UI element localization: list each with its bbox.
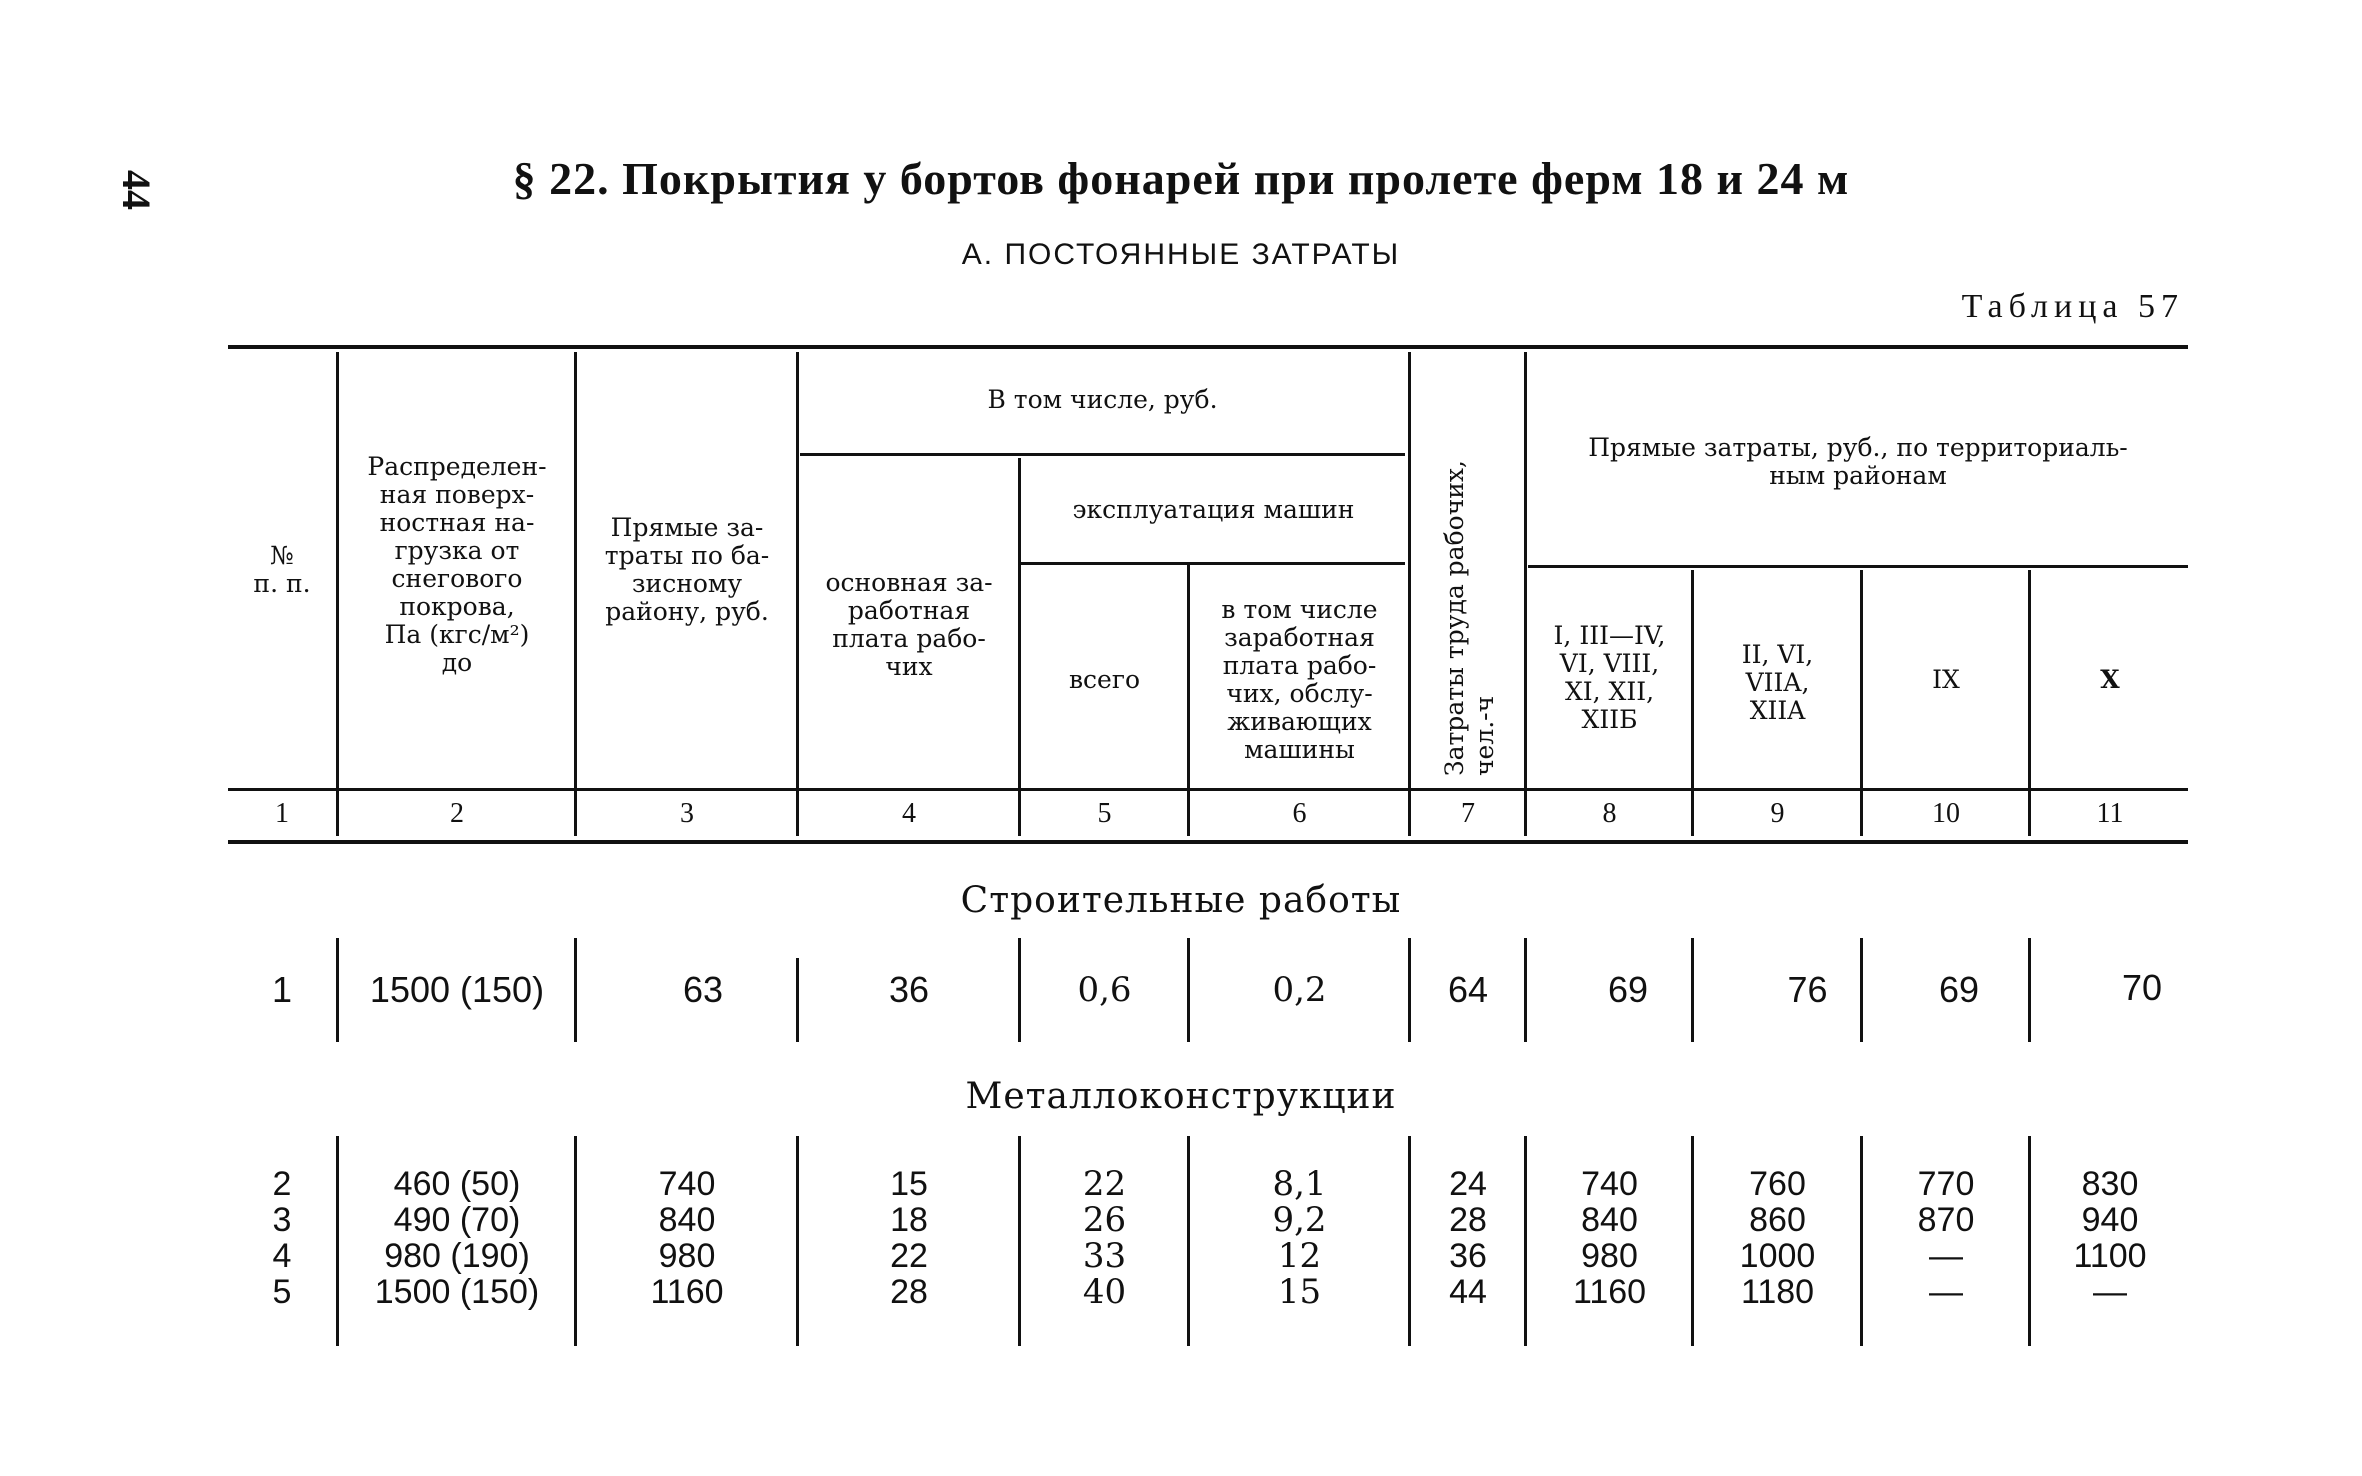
table-cell: 5	[272, 1273, 292, 1311]
header-vrule	[1860, 570, 1863, 836]
body-vrule	[1860, 1136, 1863, 1346]
body-vrule	[1408, 1136, 1411, 1346]
subtitle: А. ПОСТОЯННЫЕ ЗАТРАТЫ	[961, 238, 1401, 271]
section-title-construction: Строительные работы	[960, 880, 1402, 921]
table-cell: 0,2	[1272, 970, 1327, 1010]
table-cell: 1500 (150)	[374, 1273, 540, 1311]
header-group-ekspl: эксплуатация машин	[1072, 495, 1355, 524]
column-number: 9	[1770, 798, 1785, 829]
table-cell: 33	[1082, 1236, 1127, 1276]
header-group-v-tom: В том числе, руб.	[987, 385, 1218, 414]
header-col-4: основная за- работная плата рабо- чих	[825, 568, 993, 681]
table-cell: 940	[2081, 1201, 2139, 1239]
table-cell: 40	[1082, 1272, 1127, 1312]
body-vrule	[336, 1136, 339, 1346]
body-vrule	[1691, 1136, 1694, 1346]
header-vrule	[1018, 458, 1021, 836]
body-vrule	[336, 938, 339, 1042]
body-vrule	[1187, 938, 1190, 1042]
header-col-5: всего	[1068, 665, 1141, 694]
table-cell: 64	[1447, 969, 1489, 1010]
page-number: 44	[114, 170, 159, 210]
table-cell: 1	[271, 969, 293, 1010]
body-vrule	[1524, 1136, 1527, 1346]
table-label: Таблица 57	[1961, 288, 2184, 325]
table-cell: 830	[2081, 1165, 2139, 1203]
header-vrule	[1691, 570, 1694, 836]
table-cell: 22	[890, 1237, 928, 1275]
header-col-11: X	[2100, 665, 2120, 694]
table-cell: 36	[888, 969, 930, 1010]
table-cell: 840	[658, 1201, 716, 1239]
header-col-1: № п. п.	[253, 541, 311, 598]
table-cell: 8,1	[1272, 1164, 1327, 1204]
table-cell: 63	[682, 969, 724, 1010]
table-cell: 760	[1749, 1165, 1806, 1203]
body-vrule	[1018, 1136, 1021, 1346]
body-vrule	[1691, 938, 1694, 1042]
column-number: 5	[1097, 798, 1112, 829]
table-cell: 70	[2121, 967, 2163, 1008]
table-cell: 76	[1787, 969, 1828, 1010]
table-top-rule	[228, 345, 2188, 349]
table-cell: 22	[1082, 1164, 1127, 1204]
column-number: 10	[1932, 798, 1960, 829]
table-cell: 1160	[1572, 1273, 1647, 1311]
table-cell: 0,6	[1077, 970, 1132, 1010]
header-col-6: в том числе заработная плата рабо- чих, обслу- живающих машины	[1221, 595, 1378, 764]
column-number: 1	[275, 798, 289, 829]
section-title: § 22. Покрытия у бортов фонарей при пролете ферм 18 и 24 м	[512, 153, 1850, 204]
table-cell: 740	[1581, 1165, 1638, 1203]
column-number: 3	[680, 798, 694, 829]
table-cell: 44	[1449, 1273, 1487, 1311]
table-cell: 460 (50)	[393, 1165, 521, 1203]
table-cell: 980	[1581, 1237, 1638, 1275]
header-vrule	[1524, 352, 1527, 836]
header-vrule	[574, 352, 577, 836]
body-vrule	[796, 1136, 799, 1346]
body-vrule	[1408, 938, 1411, 1042]
table-cell: 28	[1449, 1201, 1487, 1239]
body-vrule	[1018, 938, 1021, 1042]
header-col-7: Затраты труда рабочих, чел.-ч	[1440, 460, 1499, 776]
table-cell: 980 (190)	[384, 1237, 530, 1275]
header-col-10: IX	[1932, 665, 1960, 694]
header-vrule	[1408, 352, 1411, 836]
body-vrule	[1860, 938, 1863, 1042]
table-cell: 36	[1449, 1237, 1487, 1275]
table-cell: 980	[658, 1237, 716, 1275]
table-cell: 490 (70)	[393, 1201, 521, 1239]
header-col-9: II, VI, VIIA, XIIA	[1741, 639, 1814, 725]
column-number: 11	[2096, 798, 2124, 829]
table-cell: 69	[1938, 969, 1980, 1010]
header-vrule	[2028, 570, 2031, 836]
table-cell: 860	[1749, 1201, 1806, 1239]
table-cell: 740	[658, 1165, 716, 1203]
table-cell: 69	[1607, 969, 1649, 1010]
table-cell: 15	[1277, 1272, 1322, 1312]
column-number: 7	[1461, 798, 1475, 829]
table-cell: 1100	[2073, 1237, 2147, 1275]
column-number: 4	[902, 798, 916, 829]
table-cell: 18	[890, 1201, 928, 1239]
table-cell: —	[2093, 1273, 2127, 1311]
column-number: 2	[450, 798, 464, 829]
body-vrule	[796, 958, 799, 1042]
table-cell: 840	[1581, 1201, 1638, 1239]
body-vrule	[2028, 1136, 2031, 1346]
header-vrule	[1187, 565, 1190, 836]
body-vrule	[574, 1136, 577, 1346]
table-cell: 1000	[1739, 1237, 1816, 1275]
table-cell: 2	[272, 1165, 292, 1203]
body-vrule	[1187, 1136, 1190, 1346]
column-number: 6	[1292, 798, 1307, 829]
body-vrule	[574, 938, 577, 1042]
table-cell: —	[1929, 1237, 1963, 1275]
header-col-2: Распределен- ная поверх- ностная на- грузка от снегового покрова, Па (кгс/м²) до	[367, 452, 547, 677]
header-col-3: Прямые за- траты по ба- зисному району, руб.	[604, 513, 770, 626]
table-cell: 15	[890, 1165, 928, 1203]
group-rule-v-tom	[800, 453, 1405, 456]
table-cell: 9,2	[1272, 1200, 1327, 1240]
header-col-8: I, III—IV, VI, VIII, XI, XII, XIIБ	[1553, 620, 1666, 734]
body-vrule	[1524, 938, 1527, 1042]
table-cell: —	[1929, 1273, 1963, 1311]
table-cell: 1500 (150)	[369, 969, 545, 1010]
header-bottom-rule	[228, 788, 2188, 791]
table-cell: 24	[1449, 1165, 1487, 1203]
header-vrule	[336, 352, 339, 836]
table-cell: 26	[1082, 1200, 1127, 1240]
section-title-metal: Металлоконструкции	[965, 1076, 1397, 1117]
body-vrule	[2028, 938, 2031, 1042]
header-group-pryamye: Прямые затраты, руб., по территориаль- ным районам	[1588, 433, 2128, 490]
table-cell: 28	[890, 1273, 928, 1311]
group-rule-pryamye	[1528, 565, 2188, 568]
colnum-bottom-rule	[228, 840, 2188, 844]
table-cell: 870	[1917, 1201, 1975, 1239]
header-vrule	[796, 352, 799, 836]
table-cell: 1180	[1740, 1273, 1815, 1311]
table-cell: 770	[1917, 1165, 1975, 1203]
table-cell: 12	[1277, 1236, 1322, 1276]
table-cell: 4	[272, 1237, 292, 1275]
table-cell: 3	[272, 1201, 292, 1239]
group-rule-ekspl	[1020, 562, 1405, 565]
table-cell: 1160	[650, 1273, 724, 1311]
column-number: 8	[1602, 798, 1617, 829]
